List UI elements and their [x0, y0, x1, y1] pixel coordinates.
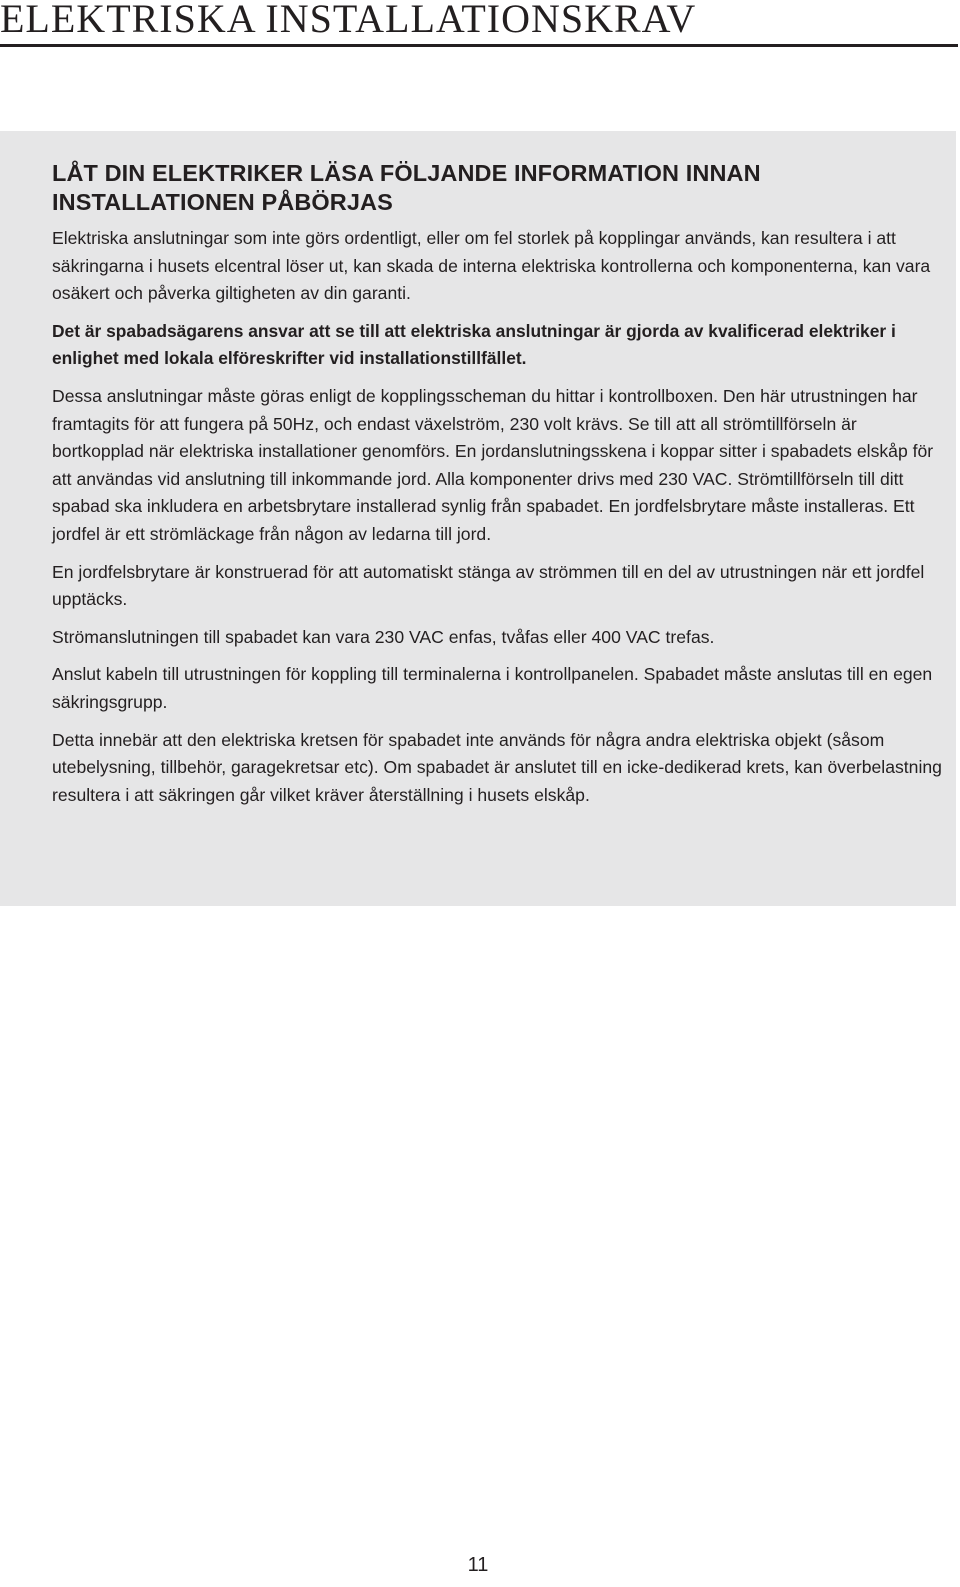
info-box-heading: LÅT DIN ELEKTRIKER LÄSA FÖLJANDE INFORMATION INNAN INSTALLATIONEN PÅBÖRJAS: [52, 160, 761, 215]
page-header: [0, 0, 958, 47]
paragraph-connection-requirements: Dessa anslutningar måste göras enligt de kopplingsscheman du hittar i kontrollboxen. Den här utrustningen har framtagits för att fungera på 50Hz, och endast växelström, 230 volt krävs. Se till att all strömtillförseln är bortkopplad när elektriska installationer genomförs. En jordanslutningsskena i koppar sitter i spabadets elskåp för att användas vid anslutning till inkommande jord. Alla komponenter drivs med 230 VAC. Strömtillförseln till ditt spabad ska inkludera en arbetsbrytare installerad synlig från spabadet. En jordfelsbrytare måste installeras. Ett jordfel är ett strömläckage från någon av ledarna till jord.: [52, 385, 934, 544]
paragraph-dedicated-circuit: Detta innebär att den elektriska kretsen för spabadet inte används för några andra elektriska objekt (såsom utebelysning, tillbehör, garagekretsar etc). Om spabadet är anslutet till en icke-dedikerad krets, kan överbelastning resultera i att säkringen går vilket kräver återställning i husets elskåp.: [52, 729, 942, 805]
paragraph-cable: Anslut kabeln till utrustningen för koppling till terminalerna i kontrollpanelen. Spabadet måste anslutas till en egen säkringsgrupp.: [52, 664, 933, 712]
paragraph-owner-responsibility: Det är spabadsägarens ansvar att se till att elektriska anslutningar är gjorda av kvalificerad elektriker i enlighet med lokala elföreskrifter vid installationstillfället.: [52, 320, 896, 369]
info-box-content: [52, 159, 942, 819]
info-box: [0, 131, 956, 906]
page-title: ELEKTRISKA INSTALLATIONSKRAV: [0, 0, 697, 41]
paragraph-rcd: En jordfelsbrytare är konstruerad för att automatiskt stänga av strömmen till en del av utrustningen när ett jordfel upptäcks.: [52, 561, 925, 610]
paragraph-intro: Elektriska anslutningar som inte görs ordentligt, eller om fel storlek på kopplingar används, kan resultera i att säkringarna i husets elcentral löser ut, kan skada de interna elektriska kontrollerna och komponenterna, kan vara osäkert och påverka giltigheten av din garanti.: [52, 228, 931, 304]
page-number: 11: [467, 1554, 489, 1576]
paragraph-power-supply: Strömanslutningen till spabadet kan vara 230 VAC enfas, tvåfas eller 400 VAC trefas.: [52, 626, 715, 647]
